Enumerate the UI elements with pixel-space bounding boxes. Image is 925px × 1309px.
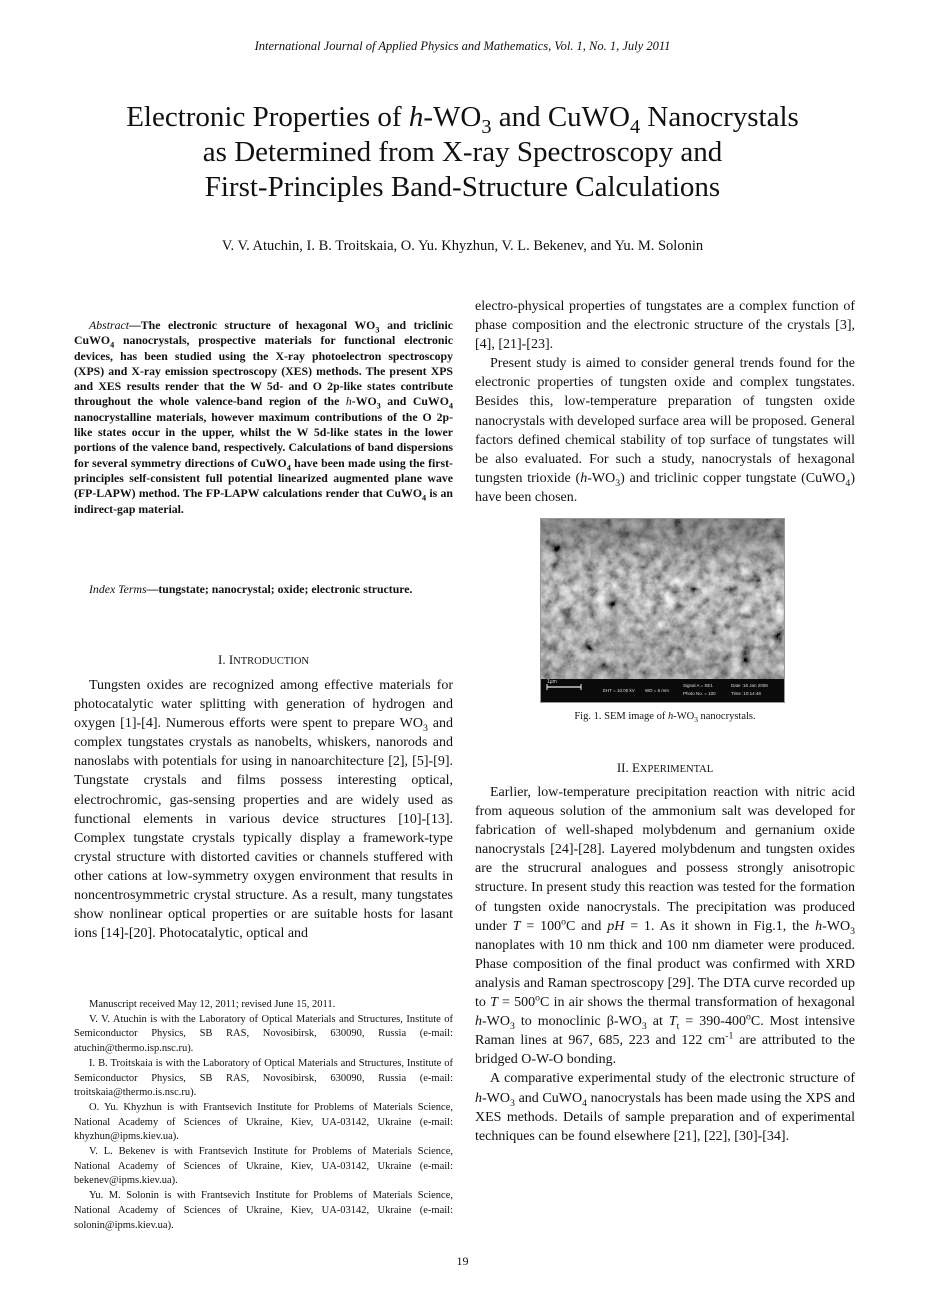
sem-image [541,519,784,702]
introduction-text: Tungsten oxides are recognized among effective materials for photocatalytic water splitting with generation of hydrogen and oxygen [1]-[4]. Numerous efforts were spent to prepare $WO_3$ and complex tungstates crystals as nanobelts, whiskers, nanorods and nanoslabs with potentials for using in nanoarchitecture [2], [5]-[9]. Tungstate crystals and films possess interesting optical, electrochromic, gas-sensing properties and are widely used as functional elements in various device structures [10]-[13]. Complex tungstate crystals typically display a framework-type crystal structure with distorted cavities or channels stuffered with other cations at low-symmetry oxygen environment that results in noncentrosymmetric crystal structure. As a result, many tungstates show nonlinear optical properties or are suitable hosts for lasant ions [14]-[20]. Photocatalytic, optical and [74,678,454,942]
paper-title [60,100,865,205]
footnote: V. L. Bekenev is with Frantsevich Institute for Problems of Materials Science, National Academy of Sciences of Ukraine, Kiev, UA-03142, Ukraine (e-mail: bekenev@ipms.kiev.ua). [74,1146,453,1187]
authors: V. V. Atuchin, I. B. Troitskaia, O. Yu. Khyzhun, V. L. Bekenev, and Yu. M. Solonin [221,238,704,254]
title-line-2: as Determined from X-ray Spectroscopy and [202,136,723,168]
section-heading-experimental: II. EXPERIMENTAL [616,760,714,775]
index-terms: Index Terms—tungstate; nanocrystal; oxide; electronic structure. [89,582,413,596]
footnote: Yu. M. Solonin is with Frantsevich Institute for Problems of Materials Science, National Academy of Sciences of Ukraine, Kiev, UA-03142, Ukraine (e-mail: solonin@ipms.kiev.ua). [74,1190,453,1231]
title-line-1: Electronic Properties of $h-WO_3$ and CuWO$_4$ Nanocrystals [126,101,799,138]
experimental-text: Earlier, low-temperature precipitation reaction with nitric acid from aqueous solution of the ammonium salt was developed for fabrication of well-shaped molybdenum and gernanium oxide nanocrystals [24]-[28]. Layered molybdenum and tungsten oxides are the strucrural analogues and possess strongly anisotropic structure. In present study this reaction was tested for the formation of tungsten oxide nanocrystals. The precipitation was produced under $T = 100^oC$ and pH = 1. As it shown in Fig.1, the $h-WO_3$ nanoplates with 10 nm thick and 100 nm diameter were produced. Phase composition of the final product was confirmed with XRD analysis and Raman spectroscopy [29]. The DTA curve recorded up to $T = 500^oC$ in air shows the thermal transformation of hexagonal $h-WO_3$ to monoclinic $\beta-WO_3$ at $T_t = 390-400^oC$. Most intensive Raman lines at 967, 685, 223 and 122 $cm^{-1}$ are attributed to the bridged O-W-O bonding. A comparative experimental study of the electronic structure of $h-WO_3$ and CuWO$_4$ nanocrystals has been made using the XPS and XES methods. Details of sample preparation and of experimental techniques can be found elsewhere [21], [22], [30]-[34]. [475,785,856,1144]
section-heading-introduction: I. INTRODUCTION [218,652,309,667]
abstract: Abstract—The electronic structure of hexagonal $WO_3$ and triclinic CuWO$_4$ nanocrystals, prospective materials for functional electronic devices, has been studied using the X-ray photoelectron spectroscopy (XPS) and X-ray emission spectroscopy (XES) methods. The present XPS and XES results render that the W 5d- and O 2p-like states contribute throughout the whole valence-band region of the $h-WO_3$ and CuWO$_4$ nanocrystalline materials, however maximum contributions of the O 2p-like states occur in the upper, whilst the W 5d-like states in the lower portions of the valence band, respectively. Calculations of band dispersions for several symmetry directions of CuWO$_4$ have been made using the first-principles self-consistent full potential linearized augmented plane wave (FP-LAPW) method. The FP-LAPW calculations render that CuWO$_4$ is an indirect-gap material. [74,318,453,516]
sem-image-figure [540,518,785,703]
sem-info-signal: Signal A = SE1 [683,683,713,688]
sem-info-eht: EHT = 10.00 kV [603,688,635,693]
sem-info-wd: WD = 6 mm [645,688,669,693]
sem-info-date: Date :16 Jan 2008 [731,683,768,688]
sem-info-photo: Photo No. = 100 [683,691,716,696]
footnote: O. Yu. Khyzhun is with Frantsevich Institute for Problems of Materials Science, National Academy of Sciences of Ukraine, Kiev, UA-03142, Ukraine (e-mail: khyzhun@ipms.kiev.ua). [74,1101,453,1143]
scale-bar-label: 1µm [547,679,557,685]
footnote: V. V. Atuchin is with the Laboratory of Optical Materials and Structures, Institute of Semiconductor Physics, SB RAS, Novosibirsk, 630090, Russia (e-mail: atuchin@thermo.isp.nsc.ru). [74,1013,453,1055]
footnote: Manuscript received May 12, 2011; revised June 15, 2011. [89,999,336,1010]
page-number: 19 [456,1254,469,1268]
footnote: I. B. Troitskaia is with the Laboratory of Optical Materials and Structures, Institute of Semiconductor Physics, SB RAS, Novosibirsk, 630090, Russia (e-mail: troitskaia@thermo.is.nsc.ru). [74,1057,453,1099]
title-line-3: First-Principles Band-Structure Calculations [204,171,721,203]
sem-info-time: Time :10:14:48 [731,691,761,696]
footnotes [74,998,453,1233]
figure-caption: Fig. 1. SEM image of $h-WO_3$ nanocrystals. [574,711,756,725]
journal-header: International Journal of Applied Physics and Mathematics, Vol. 1, No. 1, July 2011 [254,39,671,53]
intro-continued: electro-physical properties of tungstates are a complex function of phase composition and the electronic structure of the crystals [3], [4], [21]-[23]. Present study is aimed to consider general trends found for the electronic properties of tungsten oxide and complex tungstates. Besides this, low-temperature preparation of tungsten oxide nanocrystals with developed surface area will be proposed. General factors defined chemical stability of top surface of tungstates will be also evaluated. For such a study, nanocrystals of hexagonal tungsten trioxide $(h-WO_3)$ and triclinic copper tungstate (CuWO$_4$) have been chosen. [475,299,855,505]
